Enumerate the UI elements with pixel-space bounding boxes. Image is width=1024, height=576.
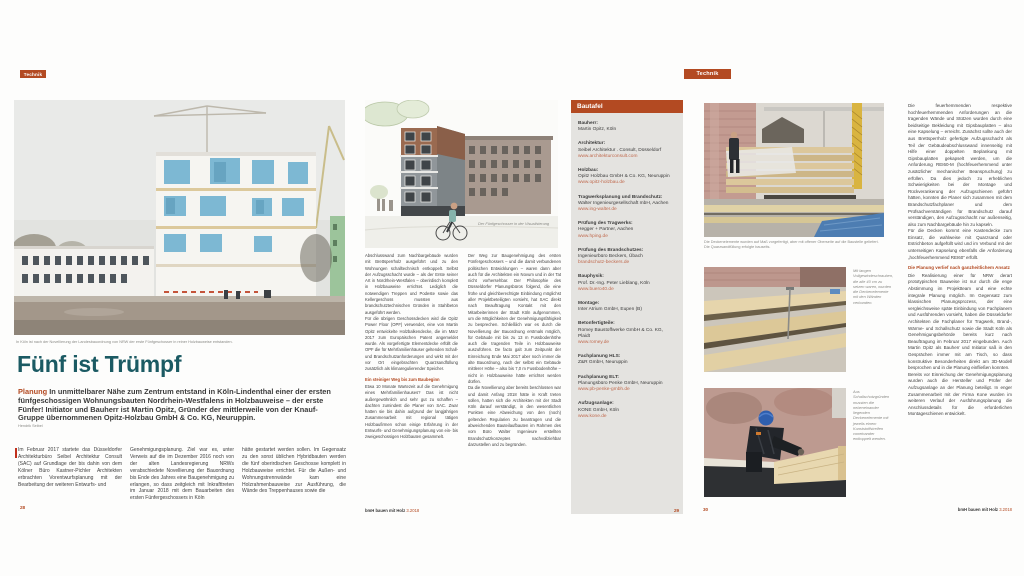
bautafel-body: [571, 113, 683, 436]
article-intro: [18, 388, 336, 423]
bautafel-box: [571, 100, 683, 514]
footer-issue: 3.2018: [999, 507, 1012, 512]
section-badge-technik-left: Technik: [20, 70, 46, 78]
bautafel-entry: Bauherr: Martin Opitz, Köln: [578, 121, 617, 133]
bautafel-entry: Holzbau: Opitz Holzbau GmbH & Co. KG, Neuruppin www.opitz-holzbau.de: [578, 168, 676, 187]
bautafel-entry: Tragwerksplanung und Brandschutz: Walter Ingenieurgesellschaft mbH, Aachen www.ing-walter.de: [578, 195, 676, 214]
bautafel-entry: Architektur: Seibel Architektur . Consult, Düsseldorf www.architekturconsult.com: [578, 141, 676, 160]
middle-column-1: [365, 253, 458, 441]
bautafel-entry: Prüfung des Brandschutzes: Ingenieurbüro Beckers, Übach brandschutz-beckers.de: [578, 248, 676, 267]
photo2-caption: Mit langen Vollgewindeschrauben, die alle 40 cm zu setzen waren, wurden die Deckenelemente mit den Wänden verbunden.: [853, 268, 894, 305]
bautafel-header: Bautafel: [571, 100, 683, 113]
bautafel-entry: Bauphysik: Prof. Dr.-Ing. Peter Lieblang, Köln www.buero40.de: [578, 274, 676, 293]
footer-brand: bmH bauen mit Holz: [365, 508, 406, 513]
author-name: Hendrik Seibel: [18, 424, 43, 428]
subheading: Die Planung verlief nach ganzheitlichem Ansatz: [908, 265, 1010, 271]
paragraph: Bereits vor Einreichung der Genehmigungsplanung wurden auch die Hersteller und Prüfer der Aufzugsanlage an der Planung beteiligt. In enger Zusammenarbeit mit der Firma Kone wurden im weiteren Verlauf der Ausführungsplanung die Anschlussdetails für die erforderlichen Montageschienen entwickelt.: [908, 371, 1012, 417]
bautafel-entry: Fachplanung HLS: Z&R GmbH, Neuruppin: [578, 354, 628, 366]
paragraph: Für die übrigen Geschossdecken wird die Opitz Power Floor (OPF) verwendet, eine von Martin Opitz entwickelte Holzbalkendecke, die im März 2017 zum Europäischen Patent angemeldet wurde. Als vorgefertigte Elementdecke erfüllt die OPF die für Mehrfamilienhäuser geltenden Schall- und Brandschutzanforderungen und wirkt mit der vor Ort eingebrachten Quarzsandfüllung zusätzlich als klimaregulierender Speicher.: [365, 315, 458, 372]
page-number-28: 28: [20, 505, 26, 510]
paragraph: Die feuerhemmenden respektive hochfeuerhemmenden Anforderungen an die tragenden Wände und Stützen wurden durch eine beidseitige Bekleidung mit Gipsbauplatten – also eine Kapselung – erreicht. Zunächst sollte auch der aus Brettsperrholz gefertigte Aufzugsschacht als Teil der Gebäudeabschlusswand innenseitig mit Hilfe einer doppelten Beplankung mit Gipsbauplatten gekapselt werden, um die Anforderung REI60-M (hochfeuerhemmend unter zusätzlicher mechanischer Beanspruchung) zu erfüllen. Da dies jedoch zu erheblichen Schwierigkeiten bei der Montage und Rückverankerung der Aufzugschienen geführt hätten, konnten die Planer sich zusammen mit dem Brandschutzfachplaner und dem Prüfsachverständigen für Brandschutz darauf verständigen, den Aufzugsschacht nur außenseitig, also zum Nachbargebäude hin zu kapseln.: [908, 103, 1012, 227]
photo3-caption: Aus Schallschutzgründen mussten die nebeneinander liegenden Deckenelemente mit jeweils einem Kunststoffstreifen voneinander entkoppelt werden.: [853, 389, 890, 442]
body-column-1: Im Februar 2017 startete das Düsseldorfer Architekturbüro Seibel Architektur Consult (SAC) auf Grundlage der bis dahin von dem Kölner Büro Kastner-Pichler Architekten erbrachten Vorentwurfsplanung mit der Bearbeitung der weiteren Entwurfs- und: [18, 447, 122, 488]
website-link[interactable]: www.ing-walter.de: [578, 207, 617, 213]
body-column-2: Genehmigungsplanung. Ziel war es, unter Verweis auf die im Dezember 2016 noch von der alten Landesregierung NRWs verabschiedete Novellierung der Bauordnung bis Ende des Jahres eine Baugenehmigung zu erlangen, so dass zeitgleich mit Inkrafttreten im Januar 2018 mit dem Bauarbeiten des ersten Fünfergeschossers in Köln: [130, 447, 234, 502]
footer-right: [862, 507, 1012, 512]
footer-issue: 3.2018: [406, 508, 420, 513]
section-badge-technik-right: Technik: [684, 69, 731, 79]
paragraph: Für die Decken kommt eine Kastendecke zum Einsatz, die wahlweise mit Quarzsand oder Estrichbeton aufgefüllt wird und im Verbund mit der unterseitigen Kapselung ebenfalls die Anforderung „hochfeuerhemmend REI60“ erfüllt.: [908, 228, 1012, 260]
bautafel-entry: Fachplanung ELT: Planungsbüro Penke GmbH, Neuruppin www.pb-penke-gmbh.de: [578, 375, 676, 394]
body-column-3: hätte gestartet werden sollen. Im Gegensatz zu den sonst üblichen Hybridbauten werden die fünf oberirdischen Geschosse komplett in Holzbauweise errichtet. Für die Außen- und Wohnungstrennwände kam eine Holzrahmenbauweise zur Ausführung, die Wände des Treppenhauses sowie die: [242, 447, 346, 495]
footer-middle: [365, 508, 419, 513]
website-link[interactable]: www.hping.de: [578, 233, 608, 239]
website-link[interactable]: www.romey.de: [578, 340, 610, 346]
paragraph: Die Realisierung einer für NRW derart prototypischen Bauweise ist nur durch die enge Abstimmung im Projektteam und eine echte integrale Planung möglich. Im Gegensatz zum klassischen Planungsprozess, der eine vergleichsweise späte Einbindung von Fachplanern und Ausführenden vorsieht, haben die Düsseldorfer Architekten die Fachplaner für Tragwerk, Brand-, Wärme- und Schallschutz sowie die Stadt Köln als Genehmigungsbehörde bereits kurz nach Beauftragung im Februar 2017 eingebunden. Auch Martin Opitz als Bauherr und Initiator saß in den Gesprächen immer mit am Tisch, so dass konstruktive Besonderheiten direkt am 3D-Modell besprochen und in die Planung einfließen konnten.: [908, 272, 1012, 371]
intro-text: In unmittelbarer Nähe zum Zentrum entstand in Köln-Lindenthal einer der ersten fünfgeschossigen Wohnungsbauten Nordrhein-Westfalens in Holzbauweise – der erste Fünfer! Initiator und Bauherr ist Martin Opitz, Gründer der mittlerweile von der Knauf-Gruppe übernommenen Opitz-Holzbau GmbH & Co. KG, Neuruppin.: [18, 387, 331, 423]
website-link[interactable]: brandschutz-beckers.de: [578, 260, 630, 266]
worker-photo: [704, 388, 846, 497]
timber-beams-photo: [704, 267, 846, 372]
website-link[interactable]: www.architekturconsult.com: [578, 153, 638, 159]
website-link[interactable]: www.pb-penke-gmbh.de: [578, 387, 630, 393]
intro-kicker: Planung: [18, 387, 48, 396]
website-link[interactable]: www.buero40.de: [578, 286, 614, 292]
page-number-29: 29: [674, 508, 680, 513]
photo1-caption: Die Deckenelemente wurden auf Maß vorgefertigt, aber mit offener Oberseite auf die Baustelle geliefert. Die Quarzsandfüllung erfolgte bauseits.: [704, 240, 879, 249]
rendering-caption: Der Fünfgeschosser in der Visualisierung: [478, 221, 550, 226]
paragraph: Abschlusswand zum Nachbargebäude wurden mit Brettsperrholz ausgeführt und zu den Wohnungen schalltechnisch entkoppelt. Selbst der Aufzugsschacht wurde – als der Erste seiner Art in Nordrhein-Westfalen – oberirdisch komplett in Holzbauweise errichtet. Lediglich die notwendigen Treppen und Podeste sowie das Kellergeschoss mussten aus brandschutztechnischen Gründen in Stahlbeton ausgeführt werden.: [365, 253, 458, 315]
website-link[interactable]: www.kone.de: [578, 413, 607, 419]
dropcap-bar: [15, 448, 17, 458]
paragraph: Der Weg zur Baugenehmigung des ersten Fünfergeschossers – und die damit verbundenen politischen Entwicklungen – waren dann aber auch für die Architekten ein Novum und in der Tat nicht vorhersehbar. Der Philosophie des Düsseldorfer Planungsbüros folgend, die eine frühe und gleichberechtigte Einbindung möglichst aller Projektbeteiligten vorsieht, hat SAC direkt nach Beauftragung Kontakt mit den Mitarbeiterinnen der Stadt Köln aufgenommen, um die Möglichkeiten der Genehmigungsfähigkeit zu besprechen. Schließlich war es durch die Novellierung der Bauordnung erstmals möglich, für Gebäude mit bis zu 13 m Fussbodenhöhe auch die tragenden Teile in Holzbauweise auszuführen. De facto galt zum Zeitpunkt der Einreichung Ende Mai 2017 aber noch immer die alte Bauordnung, nach der selbst ein Gebäude mittlerer Höhe – also bis 7,0 m Fussbodenhöhe – nicht in Holzbauweise hätte errichtet werden dürfen.: [468, 253, 561, 384]
subheading: Ein steiniger Weg bis zum Baubeginn: [365, 376, 440, 382]
website-link[interactable]: www.opitz-holzbau.de: [578, 180, 625, 186]
article-title: Fünf ist Trümpf: [17, 351, 182, 377]
bautafel-entry: Betonfertigteile: Romey Baustoffwerke GmbH & Co. KG, Plaidt www.romey.de: [578, 321, 676, 346]
paragraph: Etwa 10 Monate Wartezeit auf die Genehmigung eines Mehrfamilienhauses? Das ist nicht außergewöhnlich und sehr gut zu schaffen – dachten zumindest die Planer von SAC. Zwar hatten sie bis dahin aufgrund der langjährigen Zusammenarbeit mit regional tätigen Holzbaufirmen schon einige Erfahrung in der Entwurfs- und Genehmigungsplanung von ein- bis zweigeschossigen Holzbauten gesammelt.: [365, 383, 458, 440]
middle-column-2: [468, 253, 561, 448]
deck-elements-delivery-photo: [704, 103, 884, 237]
page-number-30: 30: [703, 507, 709, 512]
footer-brand: bmH bauen mit Holz: [957, 507, 999, 512]
bautafel-entry: Prüfung des Tragwerks: Hegger + Partner, Aachen www.hping.de: [578, 221, 676, 240]
paragraph: Da die Novellierung aber bereits beschlossen war und damit Anfang 2018 hätte in Kraft treten sollen, hatten sich die Architekten mit der Stadt Köln darauf verständigt, in den wesentlichen Punkten eine Abweichung von den (noch) geltenden Regularien zu beantragen und die abweichenden Bauteilaufbauten im Rahmen des vom Büro Walter Ingenieure erstellten Brandschutzkonzeptes nachvollziehbar darzustellen und zu begründen.: [468, 385, 561, 447]
right-column: [908, 103, 1012, 418]
construction-site-photo: [14, 100, 345, 335]
photo-caption: In Köln ist nach der Novellierung der Landesbauordnung von NRW der erste Fünfgeschosser in reiner Holzbauweise entstanden.: [16, 340, 233, 344]
bautafel-entry: Aufzugsanlage: KONE GmbH, Köln www.kone.de: [578, 401, 676, 420]
bautafel-entry: Montage: Inter Atrium GmbH, Eupen (B): [578, 301, 642, 313]
